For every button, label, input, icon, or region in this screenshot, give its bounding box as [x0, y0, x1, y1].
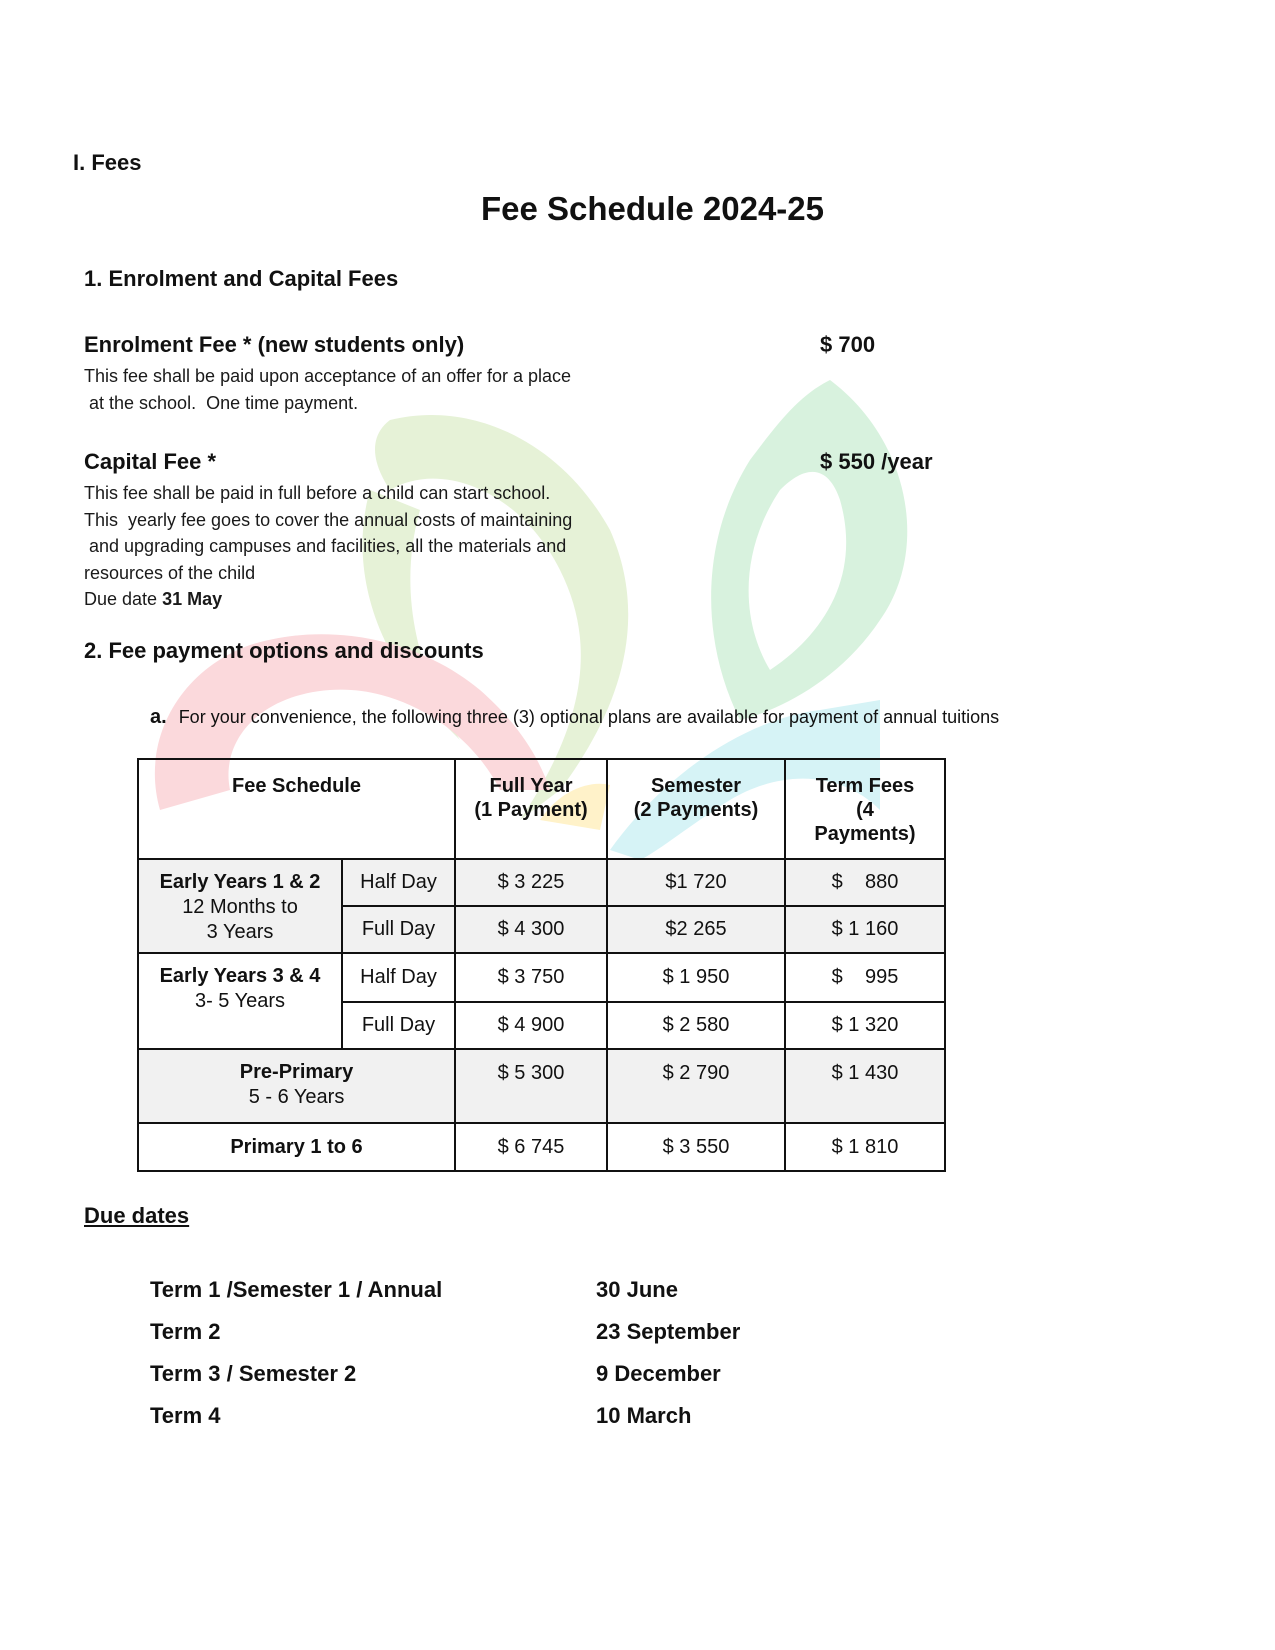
table-row [138, 953, 945, 1002]
header-fee-schedule: Fee Schedule [138, 759, 455, 859]
group-early-years-3-4: Early Years 3 & 4 3- 5 Years [138, 953, 342, 1049]
semester-value: $ 3 550 [607, 1123, 785, 1171]
table-row [138, 859, 945, 906]
half-day-label: Half Day [342, 859, 455, 906]
note-label: a. [150, 706, 167, 728]
enrolment-fee-description [84, 363, 684, 416]
section1-heading: 1. Enrolment and Capital Fees [84, 266, 399, 291]
table-row [138, 1049, 945, 1123]
term-value: $ 1 160 [785, 906, 945, 953]
section2-heading: 2. Fee payment options and discounts [84, 638, 484, 663]
capital-due-prefix: Due date [84, 589, 163, 609]
capital-fee-description [84, 480, 684, 613]
enrolment-fee-amount: $ 700 [820, 332, 876, 357]
half-day-label: Half Day [342, 953, 455, 1002]
header-term-fees: Term Fees (4 Payments) [785, 759, 945, 859]
description-line: at the school. One time payment. [84, 392, 359, 413]
full-year-value: $ 5 300 [455, 1049, 607, 1123]
section-tag: I. Fees [73, 150, 142, 175]
due-date: 30 June [596, 1277, 678, 1302]
group-pre-primary: Pre-Primary 5 - 6 Years [138, 1049, 455, 1123]
table-header-row [138, 759, 945, 859]
description-line: This yearly fee goes to cover the annual costs of maintaining [84, 509, 573, 530]
capital-due-line [84, 586, 684, 613]
header-full-year: Full Year (1 Payment) [455, 759, 607, 859]
due-dates-heading: Due dates [84, 1203, 190, 1228]
term-value: $ 995 [785, 953, 945, 1002]
due-date: 9 December [596, 1361, 721, 1386]
due-date: 10 March [596, 1403, 692, 1428]
semester-value: $2 265 [607, 906, 785, 953]
payment-plans-note [150, 706, 999, 729]
full-day-label: Full Day [342, 1002, 455, 1049]
full-year-value: $ 6 745 [455, 1123, 607, 1171]
due-date: 23 September [596, 1319, 741, 1344]
due-label: Term 1 /Semester 1 / Annual [150, 1277, 443, 1302]
group-primary: Primary 1 to 6 [138, 1123, 455, 1171]
due-label: Term 3 / Semester 2 [150, 1361, 357, 1386]
full-year-value: $ 4 900 [455, 1002, 607, 1049]
note-text: For your convenience, the following three (3) optional plans are available for payment of annual tuitions [178, 707, 1000, 727]
description-line: and upgrading campuses and facilities, all the materials and [84, 536, 567, 556]
due-label: Term 4 [150, 1403, 221, 1428]
semester-value: $ 1 950 [607, 953, 785, 1002]
semester-value: $ 2 580 [607, 1002, 785, 1049]
description-line: resources of the child [84, 562, 256, 583]
capital-fee-amount: $ 550 /year [820, 449, 933, 474]
semester-value: $1 720 [607, 859, 785, 906]
description-line: This fee shall be paid upon acceptance of an offer for a place [84, 366, 571, 386]
group-early-years-1-2: Early Years 1 & 2 12 Months to 3 Years [138, 859, 342, 953]
full-year-value: $ 4 300 [455, 906, 607, 953]
full-year-value: $ 3 750 [455, 953, 607, 1002]
description-line: This fee shall be paid in full before a child can start school. [84, 483, 551, 503]
term-value: $ 1 430 [785, 1049, 945, 1123]
term-value: $ 880 [785, 859, 945, 906]
semester-value: $ 2 790 [607, 1049, 785, 1123]
table-row [138, 1123, 945, 1171]
full-year-value: $ 3 225 [455, 859, 607, 906]
fee-schedule-table [137, 758, 946, 1172]
capital-due-date: 31 May [162, 589, 223, 609]
page-title: Fee Schedule 2024-25 [480, 190, 825, 227]
term-value: $ 1 810 [785, 1123, 945, 1171]
capital-fee-title: Capital Fee * [84, 449, 217, 474]
term-value: $ 1 320 [785, 1002, 945, 1049]
header-semester: Semester (2 Payments) [607, 759, 785, 859]
full-day-label: Full Day [342, 906, 455, 953]
enrolment-fee-title: Enrolment Fee * (new students only) [84, 332, 465, 357]
due-label: Term 2 [150, 1319, 221, 1344]
